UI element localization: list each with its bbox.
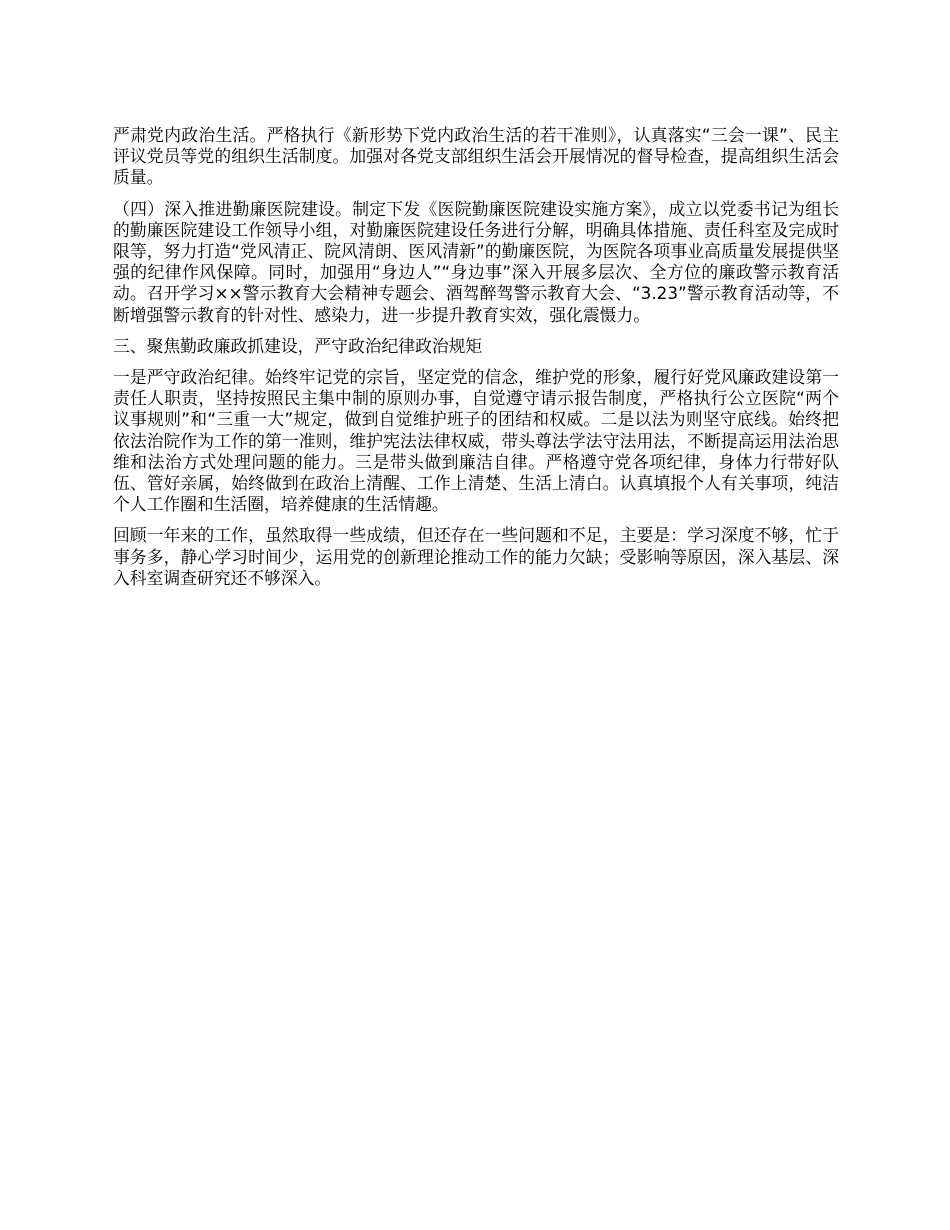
paragraph-review: 回顾一年来的工作，虽然取得一些成绩，但还存在一些问题和不足，主要是：学习深度不够，忙于事务多，静心学习时间少，运用党的创新理论推动工作的能力欠缺；受影响等原因，深入基层、深入科室调查研究还不够深入。 bbox=[113, 525, 839, 588]
section-heading-discipline: 三、聚焦勤政廉政抓建设，严守政治纪律政治规矩 bbox=[113, 335, 483, 356]
document-page bbox=[113, 125, 839, 599]
paragraph-political-discipline: 一是严守政治纪律。始终牢记党的宗旨，坚定党的信念，维护党的形象，履行好党风廉政建设第一责任人职责，坚持按照民主集中制的原则办事，自觉遵守请示报告制度，严格执行公立医院“两个议事规则”和“三重一大”规定，做到自觉维护班子的团结和权威。二是以法为则坚守底线。始终把依法治院作为工作的第一准则，维护宪法法律权威，带头尊法学法守法用法，不断提高运用法治思维和法治方式处理问题的能力。三是带头做到廉洁自律。严格遵守党各项纪律，身体力行带好队伍、管好亲属，始终做到在政治上清醒、工作上清楚、生活上清白。认真填报个人有关事项，纯洁个人工作圈和生活圈，培养健康的生活情趣。 bbox=[113, 367, 839, 515]
paragraph-org-life: 严肃党内政治生活。严格执行《新形势下党内政治生活的若干准则》，认真落实“三会一课”、民主评议党员等党的组织生活制度。加强对各党支部组织生活会开展情况的督导检查，提高组织生活会质量。 bbox=[113, 125, 839, 188]
paragraph-clean-hospital: （四）深入推进勤廉医院建设。制定下发《医院勤廉医院建设实施方案》，成立以党委书记为组长的勤廉医院建设工作领导小组，对勤廉医院建设任务进行分解，明确具体措施、责任科室及完成时限等，努力打造“党风清正、院风清朗、医风清新”的勤廉医院，为医院各项事业高质量发展提供坚强的纪律作风保障。同时，加强用“身边人”“身边事”深入开展多层次、全方位的廉政警示教育活动。召开学习××警示教育大会精神专题会、酒驾醉驾警示教育大会、“3.23”警示教育活动等，不断增强警示教育的针对性、感染力，进一步提升教育实效，强化震慑力。 bbox=[113, 198, 839, 325]
